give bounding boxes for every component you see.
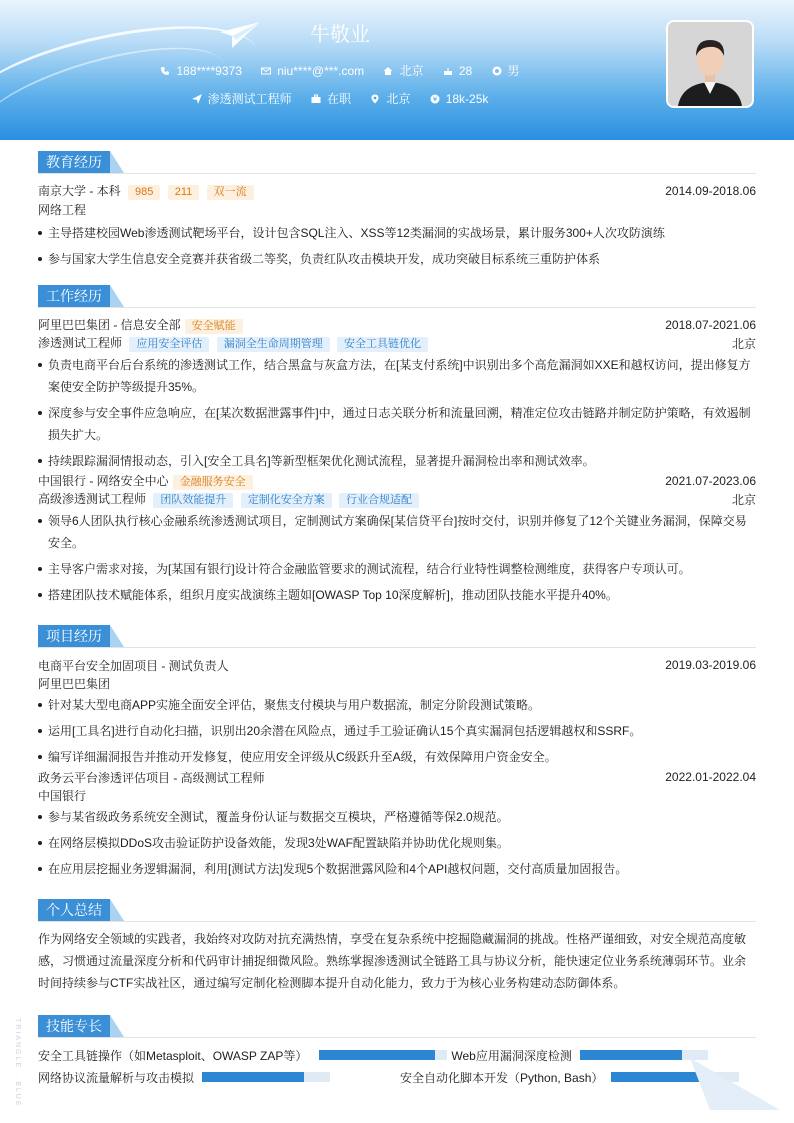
role-tag: 应用安全评估 <box>129 337 209 352</box>
work-city: 北京 <box>731 492 756 507</box>
age-text: 28 <box>458 63 473 78</box>
role-title: 高级渗透测试工程师 <box>38 492 147 506</box>
role-tag: 定制化安全方案 <box>241 493 332 508</box>
briefcase-icon <box>311 94 321 104</box>
target-city-item <box>370 90 410 107</box>
list-item: 主导搭建校园Web渗透测试靶场平台，设计包含SQL注入、XSS等12类漏洞的实战场景，累计服务300+人次攻防演练 <box>38 222 756 244</box>
skill-bar-fill <box>319 1050 434 1060</box>
salary-item <box>430 92 489 106</box>
status-item <box>311 90 351 107</box>
svg-text:¥: ¥ <box>432 95 437 103</box>
skill-bar <box>202 1072 330 1082</box>
project-title: 政务云平台渗透评估项目 - 高级测试工程师 <box>38 770 265 785</box>
project-title: 电商平台安全加固项目 - 测试负责人 <box>38 658 229 673</box>
skill-name: 网络协议流量解析与攻击模拟 <box>38 1070 195 1085</box>
city-item <box>383 62 423 79</box>
school-tag: 双一流 <box>207 185 254 200</box>
corner-triangle-decoration <box>690 1058 790 1114</box>
section-header <box>38 151 756 174</box>
list-item: 运用[工具名]进行自动化扫描，识别出20余潜在风险点，通过手工验证确认15个真实漏洞包括逻辑越权和SSRF。 <box>38 720 756 742</box>
school-tag: 211 <box>168 185 200 200</box>
work-section <box>38 285 756 610</box>
school-name: 南京大学 - 本科 <box>38 184 121 198</box>
home-icon <box>383 66 393 76</box>
skill-bar <box>319 1050 447 1060</box>
section-header <box>38 285 756 308</box>
work-role-row <box>38 334 756 352</box>
title-tail-decoration <box>110 899 124 921</box>
school-tag: 985 <box>128 185 160 200</box>
skills-section <box>38 1015 756 1088</box>
phone-text: 188****9373 <box>176 63 242 78</box>
cake-icon <box>443 66 453 76</box>
work-date: 2021.07-2023.06 <box>665 474 756 488</box>
section-title: 项目经历 <box>38 625 110 647</box>
summary-section <box>38 899 756 994</box>
company-tag: 安全赋能 <box>185 319 243 334</box>
skill-bar-fill <box>202 1072 304 1082</box>
skill-row <box>38 1044 756 1066</box>
company-name: 阿里巴巴集团 - 信息安全部 <box>38 318 181 332</box>
send-icon <box>192 94 202 104</box>
project-date: 2019.03-2019.06 <box>665 658 756 672</box>
job-intent-row <box>0 90 680 107</box>
watermark-text: TRIANGLE · BLUE <box>14 1018 21 1108</box>
skill-name: 安全自动化脚本开发（Python, Bash） <box>400 1070 604 1085</box>
list-item: 在应用层挖掘业务逻辑漏洞，利用[测试方法]发现5个数据泄露风险和4个API越权问题，交付高质量加固报告。 <box>38 858 756 880</box>
money-icon <box>430 94 440 104</box>
major-row <box>38 200 756 218</box>
work-company-row <box>38 472 756 490</box>
email-text: niu****@***.com <box>277 63 365 78</box>
list-item: 参与某省级政务系统安全测试，覆盖身份认证与数据交互模块，严格遵循等保2.0规范。 <box>38 806 756 828</box>
title-tail-decoration <box>110 625 124 647</box>
section-title: 个人总结 <box>38 899 110 921</box>
list-item: 在网络层模拟DDoS攻击验证防护设备效能，发现3处WAF配置缺陷并协助优化规则集。 <box>38 832 756 854</box>
project-org-row <box>38 674 756 692</box>
company-name: 中国银行 - 网络安全中心 <box>38 474 169 488</box>
list-item: 编写详细漏洞报告并推动开发修复，使应用安全评级从C级跃升至A级，有效保障用户资金安全。 <box>38 746 756 768</box>
title-tail-decoration <box>110 1015 124 1037</box>
section-header <box>38 1015 756 1038</box>
work-city: 北京 <box>731 336 756 351</box>
skill-bar <box>580 1050 708 1060</box>
project-org-row <box>38 786 756 804</box>
list-item: 搭建团队技术赋能体系，组织月度实战演练主题如[OWASP Top 10深度解析]，推动团队技能水平提升40%。 <box>38 584 756 606</box>
resume-header <box>0 0 794 140</box>
role-tag: 团队效能提升 <box>153 493 233 508</box>
gender-icon <box>492 66 502 76</box>
email-item <box>261 64 364 78</box>
title-tail-decoration <box>110 151 124 173</box>
role-tag: 安全工具链优化 <box>337 337 428 352</box>
position-item <box>192 90 292 107</box>
project-date: 2022.01-2022.04 <box>665 770 756 784</box>
target-city-text: 北京 <box>386 92 411 106</box>
work-date: 2018.07-2021.06 <box>665 318 756 332</box>
skill-row <box>38 1066 756 1088</box>
status-text: 在职 <box>326 92 351 106</box>
project-bullets <box>38 806 756 880</box>
work-bullets <box>38 354 756 472</box>
role-tag: 行业合规适配 <box>339 493 419 508</box>
position-text: 渗透测试工程师 <box>207 92 292 106</box>
list-item: 深度参与安全事件应急响应，在[某次数据泄露事件]中，通过日志关联分析和流量回溯，精准定位攻击链路并制定防护策略，有效遏制损失扩大。 <box>38 402 756 446</box>
list-item: 持续跟踪漏洞情报动态，引入[安全工具名]等新型框架优化测试流程，显著提升漏洞检出率和测试效率。 <box>38 450 756 472</box>
project-org: 阿里巴巴集团 <box>38 676 111 691</box>
section-title: 技能专长 <box>38 1015 110 1037</box>
location-pin-icon <box>370 94 380 104</box>
project-title-row <box>38 768 756 786</box>
education-row <box>38 182 756 200</box>
work-company-row <box>38 316 756 334</box>
mail-icon <box>261 66 271 76</box>
project-org: 中国银行 <box>38 788 87 803</box>
profile-photo <box>666 20 754 108</box>
work-bullets <box>38 510 756 606</box>
section-header <box>38 899 756 922</box>
project-bullets <box>38 694 756 768</box>
summary-text: 作为网络安全领域的实践者，我始终对攻防对抗充满热情，享受在复杂系统中挖掘隐藏漏洞的挑战。性格严谨细致，对安全规范高度敏感，习惯通过流量深度分析和代码审计捕捉细微风险。熟练掌握渗透测试全链路工具与协议分析，能快速定位业务系统薄弱环节。业余时间持续参与CTF实战社区，通过编写定制化检测脚本提升自动化能力，致力于为核心业务构建动态防御体系。 <box>38 932 747 990</box>
title-tail-decoration <box>110 285 124 307</box>
candidate-name: 牛敬业 <box>310 24 370 46</box>
skill-name: Web应用漏洞深度检测 <box>451 1048 572 1063</box>
skill-bar-fill <box>580 1050 682 1060</box>
role-tag: 漏洞全生命周期管理 <box>217 337 330 352</box>
section-header <box>38 625 756 648</box>
list-item: 负责电商平台后台系统的渗透测试工作，结合黑盒与灰盒方法，在[某支付系统]中识别出多个高危漏洞如XXE和越权访问，提出修复方案使安全防护等级提升35%。 <box>38 354 756 398</box>
list-item: 领导6人团队执行核心金融系统渗透测试项目，定制测试方案确保[某信贷平台]按时交付，识别并修复了12个关键业务漏洞，保障交易安全。 <box>38 510 756 554</box>
gender-text: 男 <box>507 64 520 78</box>
project-title-row <box>38 656 756 674</box>
gender-item <box>492 62 520 79</box>
age-item <box>443 64 472 78</box>
section-title: 工作经历 <box>38 285 110 307</box>
salary-text: 18k-25k <box>445 91 489 106</box>
avatar-portrait-icon <box>668 22 752 106</box>
education-section <box>38 151 756 274</box>
company-tag: 金融服务安全 <box>173 475 253 490</box>
work-role-row <box>38 490 756 508</box>
list-item: 参与国家大学生信息安全竞赛并获省级二等奖，负责红队攻击模块开发，成功突破目标系统三重防护体系 <box>38 248 756 270</box>
city-text: 北京 <box>399 64 424 78</box>
education-bullets <box>38 222 756 270</box>
section-title: 教育经历 <box>38 151 110 173</box>
projects-section <box>38 625 756 884</box>
skill-name: 安全工具链操作（如Metasploit、OWASP ZAP等） <box>38 1048 308 1063</box>
phone-icon <box>160 66 170 76</box>
major: 网络工程 <box>38 202 87 217</box>
list-item: 主导客户需求对接，为[某国有银行]设计符合金融监管要求的测试流程，结合行业特性调整检测维度，获得客户专项认可。 <box>38 558 756 580</box>
role-title: 渗透测试工程师 <box>38 336 123 350</box>
skill-bar-fill <box>611 1072 701 1082</box>
phone-item <box>160 64 241 78</box>
contact-row <box>0 62 680 79</box>
education-date: 2014.09-2018.06 <box>665 184 756 198</box>
list-item: 针对某大型电商APP实施全面安全评估，聚焦支付模块与用户数据流，制定分阶段测试策略。 <box>38 694 756 716</box>
